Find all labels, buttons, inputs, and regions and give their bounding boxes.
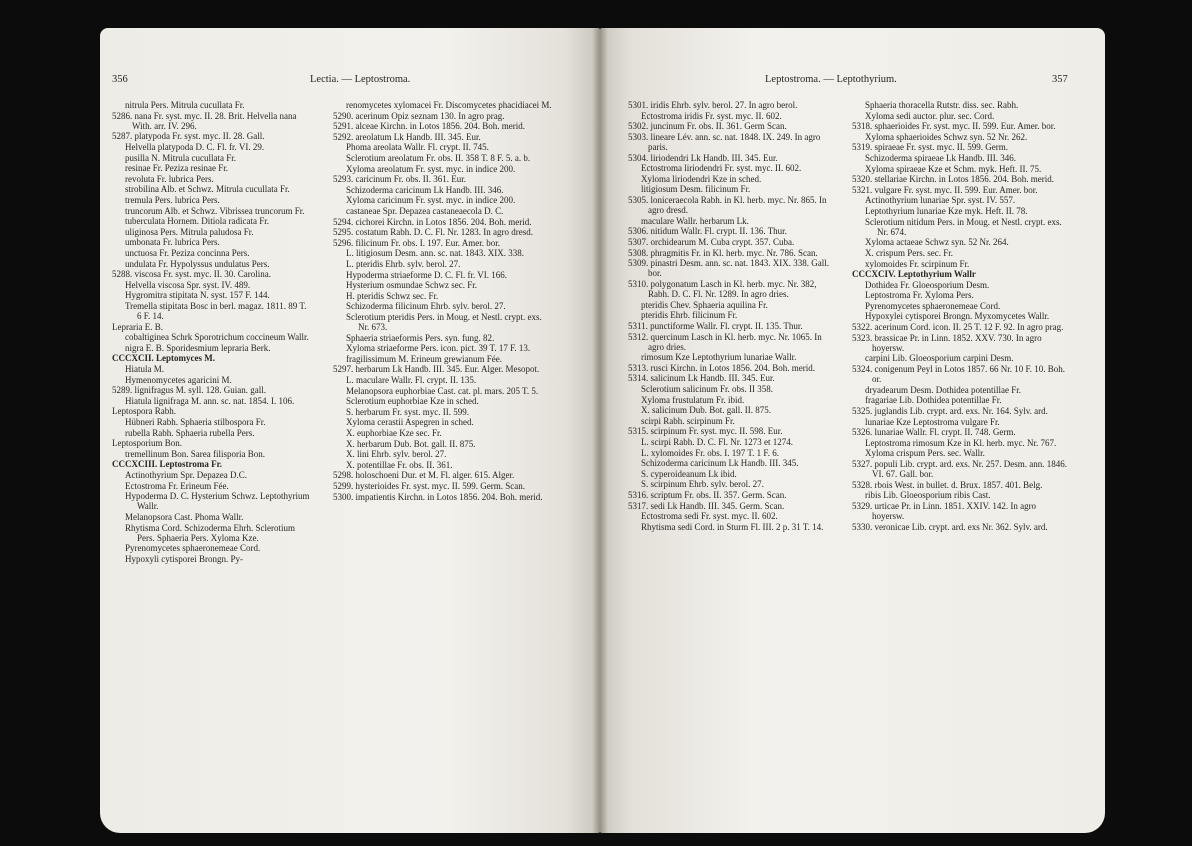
synonym-entry: Sclerotium nitidum Pers. in Moug. et Nestl. crypt. exs. Nr. 674.: [865, 216, 1062, 237]
species-entry: 5315. scirpinum Fr. syst. myc. II. 598. Eur.: [628, 426, 783, 437]
species-entry: 5321. vulgare Fr. syst. myc. II. 599. Eur. Amer. bor.: [852, 184, 1038, 195]
synonym-entry: L. pteridis Ehrb. sylv. berol. 27.: [346, 258, 461, 269]
species-entry: 5316. scriptum Fr. obs. II. 357. Germ. Scan.: [628, 490, 787, 501]
synonym-entry: X. potentillae Fr. obs. II. 361.: [346, 459, 453, 470]
synonym-entry: Xyloma actaeae Schwz syn. 52 Nr. 264.: [865, 237, 1009, 248]
genus-heading: CCCXCIII. Leptostroma Fr.: [112, 459, 222, 470]
synonym-entry: carpini Lib. Gloeosporium carpini Desm.: [865, 353, 1014, 364]
synonym-entry: dryadearum Desm. Dothidea potentillae Fr.: [865, 384, 1021, 395]
species-entry: 5310. polygonatum Lasch in Kl. herb. myc. Nr. 382, Rabh. D. C. Fl. Nr. 1289. In agro dries.: [628, 278, 817, 300]
species-entry: 5293. caricinum Fr. obs. II. 361. Eur.: [333, 174, 466, 185]
synonym-entry: Ectostroma Fr. Erineum Fée.: [125, 480, 229, 491]
synonym-entry: H. pteridis Schwz sec. Fr.: [346, 290, 439, 301]
synonym-entry: Xyloma liriodendri Kze in sched.: [641, 173, 762, 184]
species-entry: 5299. hysterioides Fr. syst. myc. II. 599. Germ. Scan.: [333, 480, 525, 491]
synonym-entry: Xyloma crispum Pers. sec. Wallr.: [865, 448, 985, 459]
synonym-entry: Leptothyrium lunariae Kze myk. Heft. II. 78.: [865, 205, 1028, 216]
synonym-entry: Tremella stipitata Bosc in berl. magaz. 1811. 89 T. 6 F. 14.: [125, 300, 307, 322]
synonym-entry: L. xylomoides Fr. obs. I. 197 T. 1 F. 6.: [641, 447, 779, 458]
synonym-entry: Rhytisma sedi Cord. in Sturm Fl. III. 2 p. 31 T. 14.: [641, 521, 824, 532]
left-running-head: Lectia. — Leptostroma.: [310, 74, 411, 85]
species-entry: 5290. acerinum Opiz seznam 130. In agro prag.: [333, 110, 505, 121]
synonym-entry: revoluta Fr. lubrica Pers.: [125, 173, 214, 184]
left-page-number: 356: [112, 74, 128, 85]
synonym-entry: Hypoxylei cytisporei Brongn. Myxomycetes Wallr.: [865, 311, 1050, 322]
species-entry: 5328. rbois West. in bullet. d. Brux. 1857. 401. Belg.: [852, 479, 1043, 490]
synonym-entry: renomycetes xylomacei Fr. Discomycetes phacidiacei M.: [346, 100, 552, 110]
synonym-entry: tremellinum Bon. Sarea filisporia Bon.: [125, 448, 265, 459]
species-entry: 5319. spiraeae Fr. syst. myc. II. 599. Germ.: [852, 142, 1008, 153]
species-entry: 5286. nana Fr. syst. myc. II. 28. Brit. Helvella nana With. arr. IV. 296.: [112, 110, 297, 131]
species-entry: 5296. filicinum Fr. obs. I. 197. Eur. Amer. bor.: [333, 237, 500, 248]
synonym-entry: Xyloma areolatum Fr. syst. myc. in indice 200.: [346, 163, 516, 174]
species-entry: 5295. costatum Rabh. D. C. Fl. Nr. 1283. In agro dresd.: [333, 227, 533, 238]
synonym-entry: X. euphorbiae Kze sec. Fr.: [346, 428, 442, 439]
synonym-entry: lunariae Kze Leptostroma vulgare Fr.: [865, 416, 1000, 427]
synonym-entry: Actinothyrium Spr. Depazea D.C.: [125, 470, 247, 480]
synonym-entry: xylomoides Fr. scirpinum Fr.: [865, 258, 970, 269]
synonym-entry: Pyrenomycetes sphaeronemeae Cord.: [865, 300, 1001, 311]
species-entry: 5309. pinastri Desm. ann. sc. nat. 1843. XIX. 338. Gall. bor.: [628, 258, 829, 279]
left-column-2: [333, 100, 553, 502]
species-entry: 5326. lunariae Wallr. Fl. crypt. II. 748. Germ.: [852, 427, 1016, 438]
synonym-entry: pusilla N. Mitrula cucullata Fr.: [125, 152, 236, 163]
species-entry: 5308. phragmitis Fr. in Kl. herb. myc. Nr. 786. Scan.: [628, 247, 818, 258]
synonym-entry: maculare Wallr. herbarum Lk.: [641, 215, 749, 226]
right-column-1: [628, 100, 838, 532]
species-entry: 5325. juglandis Lib. crypt. ard. exs. Nr. 164. Sylv. ard.: [852, 406, 1048, 417]
species-entry: 5314. salicinum Lk Handb. III. 345. Eur.: [628, 373, 775, 384]
species-entry: 5304. liriodendri Lk Handb. III. 345. Eur.: [628, 152, 778, 163]
synonym-entry: Xyloma sedi auctor. plur. sec. Cord.: [865, 110, 995, 121]
species-entry: 5327. populi Lib. crypt. ard. exs. Nr. 257. Desm. ann. 1846. VI. 67. Gall. bor.: [852, 459, 1067, 480]
species-entry: 5320. stellariae Kirchn. in Lotos 1856. 204. Boh. merid.: [852, 174, 1054, 185]
species-entry: 5329. urticae Pr. in Linn. 1851. XXIV. 142. In agro hoyersw.: [852, 501, 1037, 522]
synonym-entry: ribis Lib. Gloeosporium ribis Cast.: [865, 490, 991, 501]
synonym-entry: Melanopsora euphorbiae Cast. cat. pl. mars. 205 T. 5.: [346, 385, 539, 396]
synonym-entry: Rhytisma Cord. Schizoderma Ehrh. Sclerotium Pers. Sphaeria Pers. Xyloma Kze.: [125, 522, 295, 543]
book-gutter: [592, 28, 608, 833]
synonym-entry: resinae Fr. Peziza resinae Fr.: [125, 163, 228, 174]
left-page: [100, 28, 600, 833]
synonym-entry: tremula Pers. lubrica Pers.: [125, 194, 220, 205]
synonym-entry: cobaltiginea Schrk Sporotrichum coccineum Wallr.: [125, 332, 309, 343]
synonym-entry: Schizoderma caricinum Lk Handb. III. 345.: [641, 458, 799, 469]
synonym-entry: Leptostroma rimosum Kze in Kl. herb. myc. Nr. 767.: [865, 437, 1057, 448]
species-entry: 5307. orchidearum M. Cuba crypt. 357. Cuba.: [628, 236, 795, 247]
synonym-entry: castaneae Spr. Depazea castaneaecola D. C.: [346, 205, 504, 216]
right-running-head: Leptostroma. — Leptothyrium.: [765, 74, 897, 85]
synonym-entry: Hiatula lignifraga M. ann. sc. nat. 1854. I. 106.: [125, 395, 295, 406]
synonym-entry: Phoma areolata Wallr. Fl. crypt. II. 745.: [346, 142, 489, 153]
synonym-entry: Sphaeria striaeformis Pers. syn. fung. 82.: [346, 332, 495, 343]
synonym-entry: X. herbarum Dub. Bot. gall. II. 875.: [346, 438, 476, 449]
synonym-entry: L. maculare Wallr. Fl. crypt. II. 135.: [346, 375, 477, 386]
species-entry: Leptosporium Bon.: [112, 438, 182, 449]
synonym-entry: Hypoderma striaeforme D. C. Fl. fr. VI. 166.: [346, 269, 508, 280]
synonym-entry: Actinothyrium lunariae Spr. syst. IV. 557.: [865, 195, 1016, 206]
right-column-2: [852, 100, 1067, 532]
synonym-entry: X. crispum Pers. sec. Fr.: [865, 247, 953, 258]
species-entry: 5305. loniceraecola Rabh. in Kl. herb. myc. Nr. 865. In agro dresd.: [628, 194, 827, 216]
species-entry: 5323. brassicae Pr. in Linn. 1852. XXV. 730. In agro hoyersw.: [852, 332, 1042, 353]
species-entry: 5302. juncinum Fr. obs. II. 361. Germ Scan.: [628, 121, 787, 132]
genus-heading: CCCXCII. Leptomyces M.: [112, 353, 215, 364]
species-entry: 5324. conigenum Peyl in Lotos 1857. 66 Nr. 10 F. 10. Boh. or.: [852, 364, 1066, 385]
synonym-entry: rubella Rabh. Sphaeria rubella Pers.: [125, 427, 255, 438]
species-entry: 5313. rusci Kirchn. in Lotos 1856. 204. Boh. merid.: [628, 362, 815, 373]
synonym-entry: Helvella viscosa Spr. syst. IV. 489.: [125, 279, 251, 290]
species-entry: 5287. platypoda Fr. syst. myc. II. 28. Gall.: [112, 131, 265, 142]
synonym-entry: X. salicinum Dub. Bot. gall. II. 875.: [641, 405, 771, 416]
synonym-entry: Helvella platypoda D. C. Fl. fr. VI. 29.: [125, 141, 265, 152]
synonym-entry: Xyloma caricinum Fr. syst. myc. in indice 200.: [346, 195, 516, 206]
synonym-entry: L. litigiosum Desm. ann. sc. nat. 1843. XIX. 338.: [346, 248, 524, 259]
synonym-entry: fragariae Lib. Dothidea potentillae Fr.: [865, 395, 1002, 406]
species-entry: Lepraria E. B.: [112, 321, 163, 332]
synonym-entry: X. lini Ehrb. sylv. berol. 27.: [346, 449, 447, 460]
synonym-entry: Leptostroma Fr. Xyloma Pers.: [865, 290, 974, 301]
species-entry: 5318. sphaerioides Fr. syst. myc. II. 599. Eur. Amer. bor.: [852, 121, 1056, 132]
left-column-1: [112, 100, 312, 565]
synonym-entry: L. scirpi Rabh. D. C. Fl. Nr. 1273 et 1274.: [641, 437, 793, 448]
synonym-entry: Sclerotium salicinum Fr. obs. II 358.: [641, 384, 773, 395]
synonym-entry: litigiosum Desm. filicinum Fr.: [641, 184, 751, 195]
synonym-entry: Dothidea Fr. Gloeosporium Desm.: [865, 279, 990, 290]
species-entry: 5330. veronicae Lib. crypt. ard. exs Nr. 362. Sylv. ard.: [852, 521, 1048, 532]
species-entry: 5294. cichorei Kirchn. in Lotos 1856. 204. Boh. merid.: [333, 216, 532, 227]
synonym-entry: strobilina Alb. et Schwz. Mitrula cucullata Fr.: [125, 184, 290, 195]
genus-heading: CCCXCIV. Leptothyrium Wallr: [852, 269, 976, 280]
synonym-entry: nigra E. B. Sporidesmium lepraria Berk.: [125, 342, 271, 353]
synonym-entry: Xyloma striaeforme Pers. icon. pict. 39 T. 17 F. 13.: [346, 343, 531, 354]
synonym-entry: S. herbarum Fr. syst. myc. II. 599.: [346, 406, 469, 417]
synonym-entry: umbonata Fr. lubrica Pers.: [125, 237, 220, 248]
species-entry: 5292. areolatum Lk Handb. III. 345. Eur.: [333, 131, 481, 142]
species-entry: 5317. sedi Lk Handb. III. 345. Germ. Scan.: [628, 500, 785, 511]
synonym-entry: unctuosa Fr. Peziza concinna Pers.: [125, 247, 250, 258]
synonym-entry: Ectostroma sedi Fr. syst. myc. II. 602.: [641, 511, 778, 522]
synonym-entry: Hübneri Rabh. Sphaeria stilbospora Fr.: [125, 417, 266, 428]
synonym-entry: Sclerotium euphorbiae Kze in sched.: [346, 396, 479, 407]
synonym-entry: Melanopsora Cast. Phoma Wallr.: [125, 511, 244, 522]
species-entry: 5311. punctiforme Wallr. Fl. crypt. II. 135. Thur.: [628, 320, 803, 331]
synonym-entry: Hypoderma D. C. Hysterium Schwz. Leptothyrium Wallr.: [125, 491, 310, 512]
species-entry: 5322. acerinum Cord. icon. II. 25 T. 12 F. 92. In agro prag.: [852, 322, 1064, 333]
species-entry: 5298. holoschoeni Dur. et M. Fl. alger. 615. Alger.: [333, 470, 515, 481]
synonym-entry: Xyloma frustulatum Fr. ibid.: [641, 394, 745, 405]
right-page: [600, 28, 1105, 833]
synonym-entry: fragilissimum M. Erineum grewianum Fée.: [346, 353, 502, 364]
synonym-entry: rimosum Kze Leptothyrium lunariae Wallr.: [641, 352, 797, 363]
synonym-entry: Ectostroma liriodendri Fr. syst. myc. II. 602.: [641, 163, 802, 174]
synonym-entry: Ectostroma iridis Fr. syst. myc. II. 602.: [641, 110, 782, 121]
synonym-entry: Sphaeria thoracella Rutstr. diss. sec. Rabh.: [865, 100, 1019, 110]
synonym-entry: Schizoderma filicinum Ehrb. sylv. berol. 27.: [346, 301, 506, 312]
synonym-entry: truncorum Alb. et Schwz. Vibrissea truncorum Fr.: [125, 205, 305, 216]
synonym-entry: uliginosa Pers. Mitrula paludosa Fr.: [125, 226, 254, 237]
species-entry: 5297. herbarum Lk Handb. III. 345. Eur. Alger. Mesopot.: [333, 364, 540, 375]
synonym-entry: Hysterium osmundae Schwz sec. Fr.: [346, 280, 477, 291]
synonym-entry: Schizoderma spiraeae Lk Handb. III. 346.: [865, 152, 1016, 163]
species-entry: 5289. lignifragus M. syll. 128. Guian. gall.: [112, 385, 266, 396]
synonym-entry: Sclerotium areolatum Fr. obs. II. 358 T. 8 F. 5. a. b.: [346, 152, 531, 163]
species-entry: 5306. nitidum Wallr. Fl. crypt. II. 136. Thur.: [628, 226, 787, 237]
synonym-entry: Xyloma sphaerioides Schwz syn. 52 Nr. 262.: [865, 131, 1028, 142]
species-entry: Leptospora Rabh.: [112, 406, 176, 417]
species-entry: 5312. quercinum Lasch in Kl. herb. myc. Nr. 1065. In agro dries.: [628, 331, 822, 352]
synonym-entry: Schizoderma caricinum Lk Handb. III. 346.: [346, 184, 504, 195]
synonym-entry: scirpi Rabh. scirpinum Fr.: [641, 415, 735, 426]
synonym-entry: nitrula Pers. Mitrula cucullata Fr.: [125, 100, 245, 110]
synonym-entry: Hymenomycetes agaricini M.: [125, 374, 232, 385]
synonym-entry: Xyloma spiraeae Kze et Schm. myk. Heft. II. 75.: [865, 163, 1042, 174]
species-entry: 5291. alceae Kirchn. in Lotos 1856. 204. Boh. merid.: [333, 121, 525, 132]
synonym-entry: Hiatula M.: [125, 364, 164, 375]
species-entry: 5303. lineare Lév. ann. sc. nat. 1848. IX. 249. In agro paris.: [628, 131, 821, 152]
synonym-entry: Xyloma cerastii Aspegren in sched.: [346, 417, 474, 428]
synonym-entry: S. cyperoideanum Lk ibid.: [641, 468, 737, 479]
synonym-entry: Pyrenomycetes sphaeronemeae Cord.: [125, 543, 261, 554]
synonym-entry: undulata Fr. Hypolyssus undulatus Pers.: [125, 258, 270, 269]
synonym-entry: pteridis Ehrb. filicinum Fr.: [641, 310, 738, 321]
synonym-entry: tuberculata Hornem. Ditiola radicata Fr.: [125, 216, 269, 227]
right-page-number: 357: [1052, 74, 1068, 85]
species-entry: 5288. viscosa Fr. syst. myc. II. 30. Carolina.: [112, 269, 271, 280]
synonym-entry: Hygromitra stipitata N. syst. 157 F. 144.: [125, 290, 270, 301]
species-entry: 5301. iridis Ehrb. sylv. berol. 27. In agro berol.: [628, 100, 798, 110]
species-entry: 5300. impatientis Kirchn. in Lotos 1856. 204. Boh. merid.: [333, 491, 543, 502]
synonym-entry: pteridis Chev. Sphaeria aquilina Fr.: [641, 299, 768, 310]
synonym-entry: Sclerotium pteridis Pers. in Moug. et Nestl. crypt. exs. Nr. 673.: [346, 311, 542, 333]
synonym-entry: S. scirpinum Ehrb. sylv. berol. 27.: [641, 479, 764, 490]
synonym-entry: Hypoxyli cytisporei Brongn. Py-: [125, 553, 243, 564]
